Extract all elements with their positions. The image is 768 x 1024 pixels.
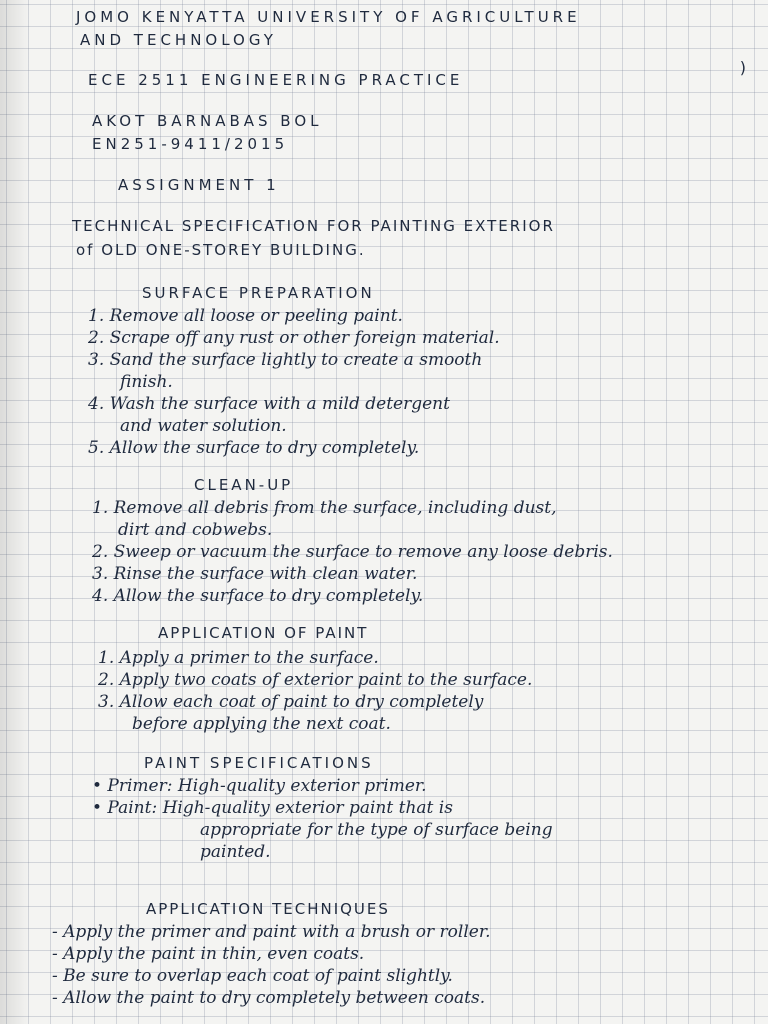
spec-paint-cont-2: painted. — [200, 842, 271, 862]
page-edge-shadow — [0, 0, 30, 1024]
surface-prep-step-3-cont: finish. — [120, 372, 173, 392]
application-step-3-cont: before applying the next coat. — [132, 714, 391, 734]
clean-up-step-2: 2. Sweep or vacuum the surface to remove any loose debris. — [92, 542, 613, 562]
technique-2: - Apply the paint in thin, even coats. — [52, 944, 365, 964]
technique-4: - Allow the paint to dry completely between coats. — [52, 988, 486, 1008]
clean-up-heading: CLEAN-UP — [194, 476, 294, 494]
application-of-paint-heading: APPLICATION OF PAINT — [158, 624, 369, 642]
clean-up-step-1-cont: dirt and cobwebs. — [118, 520, 273, 540]
surface-prep-step-1: 1. Remove all loose or peeling paint. — [88, 306, 403, 326]
surface-prep-step-3: 3. Sand the surface lightly to create a smooth — [88, 350, 483, 370]
application-step-3: 3. Allow each coat of paint to dry completely — [98, 692, 484, 712]
clean-up-step-1: 1. Remove all debris from the surface, including dust, — [92, 498, 557, 518]
application-step-2: 2. Apply two coats of exterior paint to the surface. — [98, 670, 533, 690]
course-title: ECE 2511 ENGINEERING PRACTICE — [88, 71, 464, 89]
margin-mark: ) — [739, 58, 746, 77]
technique-1: - Apply the primer and paint with a brush or roller. — [52, 922, 491, 942]
application-techniques-heading: APPLICATION TECHNIQUES — [146, 900, 390, 918]
document-title-line-2: of OLD ONE-STOREY BUILDING. — [76, 241, 366, 259]
paint-specifications-heading: PAINT SPECIFICATIONS — [144, 754, 374, 772]
spec-paint: • Paint: High-quality exterior paint that is — [92, 798, 453, 818]
clean-up-step-4: 4. Allow the surface to dry completely. — [92, 586, 424, 606]
student-name: AKOT BARNABAS BOL — [92, 112, 323, 130]
application-step-1: 1. Apply a primer to the surface. — [98, 648, 379, 668]
surface-prep-step-4: 4. Wash the surface with a mild detergent — [88, 394, 450, 414]
surface-prep-step-2: 2. Scrape off any rust or other foreign material. — [88, 328, 500, 348]
technique-3: - Be sure to overlap each coat of paint slightly. — [52, 966, 453, 986]
surface-prep-step-5: 5. Allow the surface to dry completely. — [88, 438, 420, 458]
document-title-line-1: TECHNICAL SPECIFICATION FOR PAINTING EXTERIOR — [72, 217, 555, 235]
university-line-1: JOMO KENYATTA UNIVERSITY OF AGRICULTURE — [76, 8, 581, 26]
surface-prep-step-4-cont: and water solution. — [120, 416, 287, 436]
spec-primer: • Primer: High-quality exterior primer. — [92, 776, 427, 796]
spec-paint-cont-1: appropriate for the type of surface being — [200, 820, 553, 840]
assignment-label: ASSIGNMENT 1 — [118, 176, 280, 194]
university-line-2: AND TECHNOLOGY — [80, 31, 277, 49]
registration-number: EN251-9411/2015 — [92, 135, 289, 153]
clean-up-step-3: 3. Rinse the surface with clean water. — [92, 564, 418, 584]
surface-preparation-heading: SURFACE PREPARATION — [142, 284, 375, 302]
